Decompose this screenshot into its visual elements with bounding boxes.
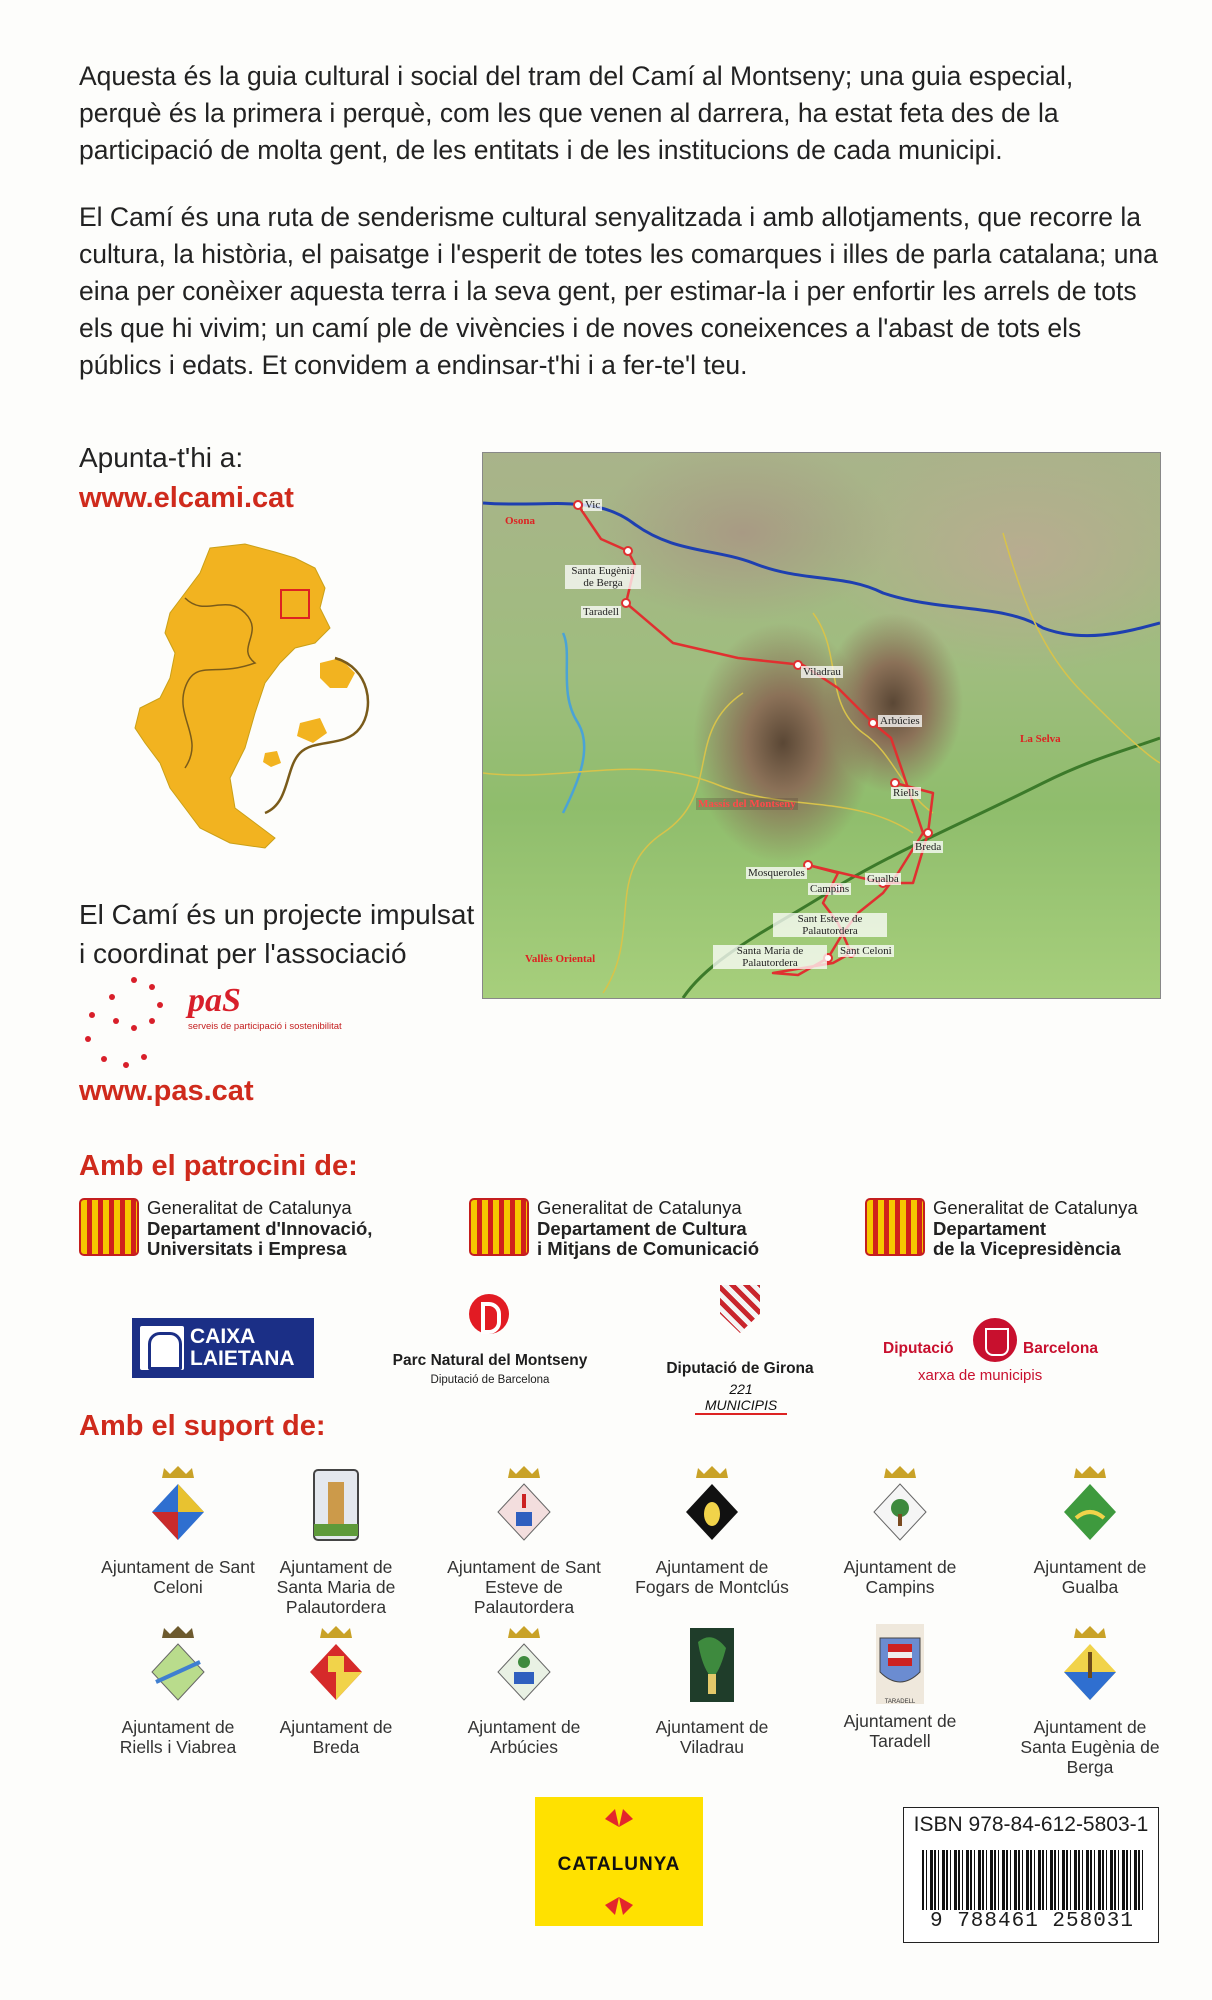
map-label-sant-celoni: Sant Celoni xyxy=(840,945,892,957)
signup-label: Apunta-t'hi a: xyxy=(79,442,244,473)
barcelona-left: Diputació xyxy=(883,1340,954,1357)
parc-natural-sub: Diputació de Barcelona xyxy=(430,1374,550,1386)
barcode-bars xyxy=(922,1850,1144,1910)
generalitat-emblem-icon xyxy=(865,1198,925,1256)
map-label-mosqueroles: Mosqueroles xyxy=(748,867,805,879)
barcelona-sub: xarxa de municipis xyxy=(918,1367,1043,1384)
muni-label: Ajuntament de Viladrau xyxy=(655,1717,769,1757)
project-line-1: El Camí és un projecte impulsat xyxy=(79,899,475,930)
taradell-tag: TARADELL xyxy=(884,1699,916,1705)
parc-natural-name: Parc Natural del Montseny xyxy=(392,1352,588,1369)
intro-paragraph-1: Aquesta és la guia cultural i social del tram del Camí al Montseny; una guia especial, perquè és la primera i perquè, com les que venen al darrera, ha estat feta des de la participació de molta gent, de les entitats i de les institucions de cada municipi. xyxy=(79,61,1074,165)
muni-sant-esteve xyxy=(444,1462,604,1617)
muni-fogars xyxy=(632,1462,792,1597)
map-label-vic: Vic xyxy=(585,499,601,511)
map-label-santa-maria: Santa Maria de Palautordera xyxy=(713,945,827,969)
project-line-2: i coordinat per l'associació xyxy=(79,938,407,969)
muni-label: Ajuntament de Fogars de Montclús xyxy=(635,1557,789,1597)
sponsors-title: Amb el patrocini de: xyxy=(79,1150,358,1182)
muni-santa-eugenia xyxy=(1010,1622,1170,1777)
parc-natural-icon xyxy=(469,1294,509,1334)
muni-label: Ajuntament de Riells i Viabrea xyxy=(119,1717,237,1757)
pas-link[interactable]: www.pas.cat xyxy=(79,1075,254,1107)
muni-breda xyxy=(256,1622,416,1757)
catalan-lands-map xyxy=(115,538,395,868)
map-label-sant-esteve: Sant Esteve de Palautordera xyxy=(773,913,887,937)
elcami-link[interactable]: www.elcami.cat xyxy=(79,482,294,514)
generalitat-dept-3a: Departament xyxy=(933,1217,1047,1239)
map-label-campins: Campins xyxy=(810,883,850,895)
map-region-osona: Osona xyxy=(505,515,535,527)
generalitat-innovacio xyxy=(79,1198,372,1260)
muni-label: Ajuntament de Santa Eugènia de Berga xyxy=(1020,1717,1160,1777)
girona-name: Diputació de Girona xyxy=(666,1360,814,1377)
catalunya-logo xyxy=(535,1797,703,1926)
girona-crest-icon xyxy=(720,1285,760,1333)
generalitat-org-2: Generalitat de Catalunya xyxy=(537,1197,742,1218)
muni-label: Ajuntament de Taradell xyxy=(843,1711,957,1751)
muni-sant-celoni xyxy=(98,1462,258,1597)
girona-sub: 221 MUNICIPIS xyxy=(695,1381,787,1415)
muni-label: Ajuntament de Gualba xyxy=(1033,1557,1147,1597)
intro-text xyxy=(79,58,1159,414)
riells-crest-icon xyxy=(150,1622,206,1706)
support-title: Amb el suport de: xyxy=(79,1410,326,1442)
barcode xyxy=(903,1842,1159,1943)
generalitat-dept-3b: de la Vicepresidència xyxy=(933,1238,1121,1259)
muni-label: Ajuntament de Campins xyxy=(843,1557,957,1597)
intro-paragraph-2: El Camí és una ruta de senderisme cultural senyalitzada i amb allotjaments, que recorre la cultura, la història, el paisatge i l'esperit de totes les comarques i illes de parla catalana; una eina per conèixer aquesta terra i la seva gent, per estimar-la i per enfortir les arrels de tots els que hi vivim; un camí ple de vivències i de noves coneixences a l'abast de tots els públics i edats. Et convidem a endinsar-t'hi i a fer-te'l teu. xyxy=(79,202,1158,380)
map-label-taradell: Taradell xyxy=(583,606,619,618)
caixa-line-2: LAIETANA xyxy=(190,1347,295,1370)
map-region-valles: Vallès Oriental xyxy=(525,953,596,965)
muni-label: Ajuntament de Santa Maria de Palautordera xyxy=(276,1557,396,1617)
generalitat-emblem-icon xyxy=(469,1198,529,1256)
muni-label: Ajuntament de Breda xyxy=(279,1717,393,1757)
muni-santa-maria xyxy=(256,1462,416,1617)
sant-esteve-crest-icon xyxy=(496,1462,552,1546)
viladrau-crest-icon xyxy=(684,1622,740,1706)
pas-logo-subtitle: serveis de participació i sostenibilitat xyxy=(188,1021,342,1032)
map-massif-label: Massís del Montseny xyxy=(698,798,796,810)
map-label-viladrau: Viladrau xyxy=(803,666,841,678)
sant-celoni-crest-icon xyxy=(150,1462,206,1546)
map-label-arbucies: Arbúcies xyxy=(880,715,920,727)
map-label-gualba: Gualba xyxy=(867,873,899,885)
muni-viladrau xyxy=(632,1622,792,1757)
campins-crest-icon xyxy=(872,1462,928,1546)
arbucies-crest-icon xyxy=(496,1622,552,1706)
signup-block xyxy=(79,442,294,515)
fogars-crest-icon xyxy=(684,1462,740,1546)
generalitat-dept-1b: Universitats i Empresa xyxy=(147,1238,347,1259)
generalitat-org-1: Generalitat de Catalunya xyxy=(147,1197,352,1218)
generalitat-dept-1a: Departament d'Innovació, xyxy=(147,1217,373,1239)
muni-label: Ajuntament de Arbúcies xyxy=(467,1717,581,1757)
barcode-digits: 9 788461 258031 xyxy=(929,1910,1135,1933)
generalitat-dept-2a: Departament de Cultura xyxy=(537,1217,747,1239)
gualba-crest-icon xyxy=(1062,1462,1118,1546)
generalitat-dept-2b: i Mitjans de Comunicació xyxy=(537,1238,760,1259)
generalitat-cultura xyxy=(469,1198,759,1260)
barcelona-right: Barcelona xyxy=(1023,1340,1098,1357)
generalitat-emblem-icon xyxy=(79,1198,139,1256)
caixa-fountain-icon xyxy=(140,1326,184,1370)
map-label-santa-eugenia: Santa Eugènia de Berga xyxy=(565,565,641,589)
isbn-label: ISBN 978-84-612-5803-1 xyxy=(903,1807,1159,1843)
pas-logo-name: paS xyxy=(188,982,241,1019)
santa-maria-crest-icon xyxy=(308,1462,364,1546)
map-label-breda: Breda xyxy=(915,841,942,853)
taradell-crest-icon xyxy=(872,1622,928,1706)
project-block xyxy=(79,895,474,973)
catalunya-text: CATALUNYA xyxy=(557,1854,681,1875)
breda-crest-icon xyxy=(308,1622,364,1706)
pas-dots-icon xyxy=(82,975,187,1070)
map-region-la-selva: La Selva xyxy=(1020,733,1061,745)
map-label-riells: Riells xyxy=(893,787,919,799)
generalitat-org-3: Generalitat de Catalunya xyxy=(933,1197,1138,1218)
muni-riells xyxy=(98,1622,258,1757)
route-map xyxy=(482,452,1161,999)
muni-arbucies xyxy=(444,1622,604,1757)
caixa-line-1: CAIXA xyxy=(190,1325,256,1348)
muni-label: Ajuntament de Sant Esteve de Palautordera xyxy=(447,1557,601,1617)
muni-taradell xyxy=(820,1622,980,1751)
barcelona-crest-icon xyxy=(973,1318,1017,1362)
santa-eugenia-crest-icon xyxy=(1062,1622,1118,1706)
caixa-laietana-logo xyxy=(132,1318,314,1378)
muni-campins xyxy=(820,1462,980,1597)
muni-label: Ajuntament de Sant Celoni xyxy=(101,1557,255,1597)
generalitat-vicepresidencia xyxy=(865,1198,1138,1260)
muni-gualba xyxy=(1010,1462,1170,1597)
